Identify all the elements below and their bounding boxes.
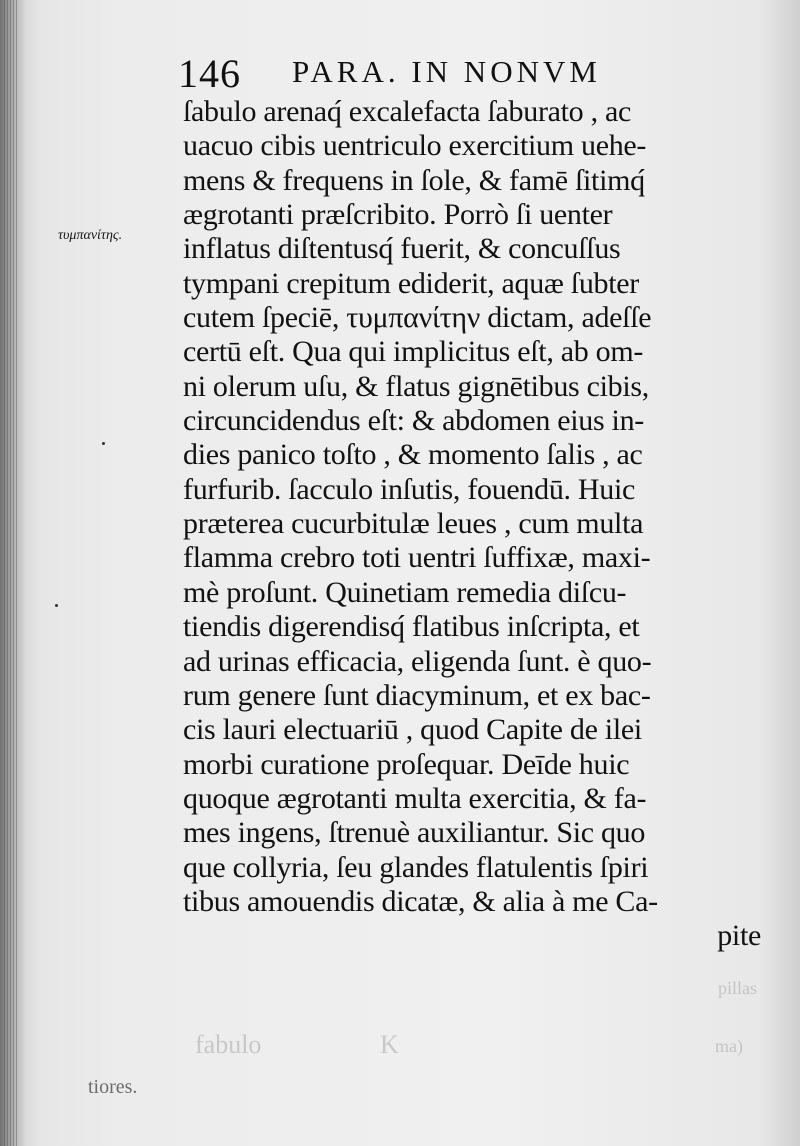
bleed-through-text: fabulo <box>195 1030 262 1059</box>
text-line: ad urinas efficacia, eligenda ſunt. è quo- <box>183 644 652 678</box>
catchword: pite <box>717 919 761 953</box>
bleed-through-text: pillas <box>718 978 757 998</box>
text-line: que collyria, ſeu glandes flatulentis ſpiri <box>183 850 649 884</box>
text-line: ſabulo arenaq́ excalefacta ſaburato , ac <box>183 95 632 128</box>
ink-speck <box>55 604 58 607</box>
text-line: certū eſt. Qua qui implicitus eſt, ab om- <box>183 335 644 369</box>
text-line: tiendis digerendisq́ flatibus inſcripta, et <box>183 610 640 644</box>
text-line: cutem ſpeciē, τυμπανίτην dictam, adeſſe <box>183 301 652 335</box>
text-line: tympani crepitum ediderit, aquæ ſubter <box>183 266 639 300</box>
page-number: 146 <box>178 51 241 96</box>
bleed-through-text: tiores. <box>88 1076 138 1098</box>
text-line: uacuo cibis uentriculo exercitium uehe- <box>183 129 647 163</box>
text-line: mes ingens, ſtrenuè auxiliantur. Sic quo <box>183 816 646 850</box>
text-line: rum genere ſunt diacyminum, et ex bac- <box>183 678 651 712</box>
text-line: flamma crebro toti uentri ſuffixæ, maxi- <box>183 541 651 575</box>
page-header <box>178 50 648 96</box>
text-line: cis lauri electuariū , quod Capite de ilei <box>183 713 642 747</box>
text-line: circuncidendus eſt: & abdomen eius in- <box>183 404 644 438</box>
text-line: ægrotanti præſcribito. Porrò ſi uenter <box>183 198 613 232</box>
text-line: tibus amouendis dicatæ, & alia à me Ca- <box>183 884 658 918</box>
bleed-through-text: ma) <box>715 1036 743 1056</box>
text-line: furfurib. ſacculo inſutis, fouendū. Huic <box>183 472 636 506</box>
margin-note: τυμπανίτης. <box>58 228 123 243</box>
text-line: ni olerum uſu, & flatus gignētibus cibis, <box>183 369 649 403</box>
bleed-through-text: K <box>380 1030 399 1059</box>
text-line: dies panico toſto , & momento ſalis , ac <box>183 438 643 472</box>
body-text <box>183 95 773 954</box>
text-line: mens & frequens in ſole, & famē ſitimq́ <box>183 163 645 197</box>
text-line: morbi curatione proſequar. Deīde huic <box>183 747 630 781</box>
ink-speck <box>102 442 105 445</box>
text-line: quoque ægrotanti multa exercitia, & fa- <box>183 781 647 815</box>
text-line: mè proſunt. Quinetiam remedia diſcu- <box>183 575 627 609</box>
running-head: PARA. IN NONVM <box>292 54 601 89</box>
text-line: inflatus diſtentusq́ fuerit, & concuſſus <box>183 232 621 266</box>
text-line: præterea cucurbitulæ leues , cum multa <box>183 507 644 541</box>
page-edge-stack <box>4 0 18 1146</box>
